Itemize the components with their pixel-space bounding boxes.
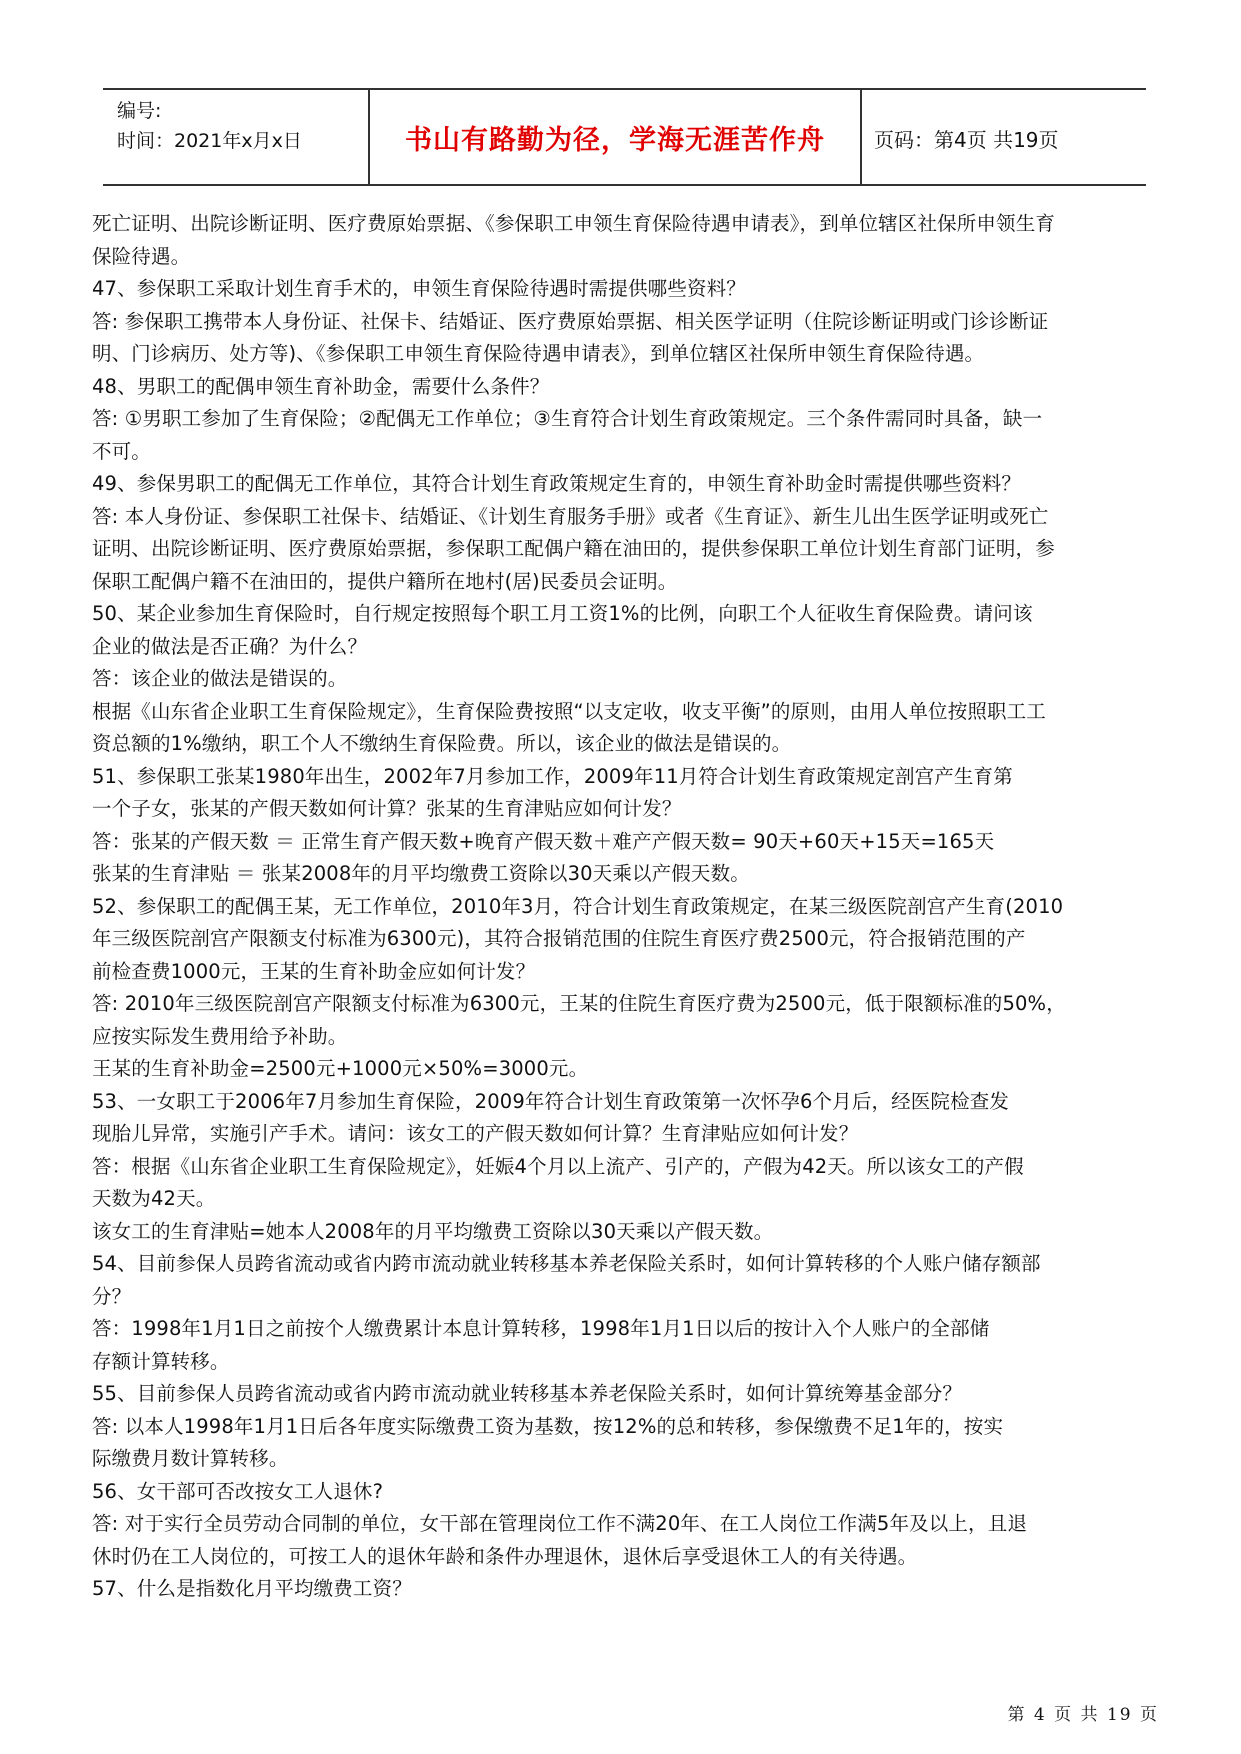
text-line: 答：1998年1月1日之前按个人缴费累计本息计算转移，1998年1月1日以后的按计入个人账户的全部储 — [92, 1317, 990, 1340]
text-line: 51、参保职工张某1980年出生，2002年7月参加工作，2009年11月符合计划生育政策规定剖宫产生育第 — [92, 764, 1013, 788]
motto-text: 书山有路勤为径，学海无涯苦作舟 — [405, 125, 825, 156]
text-line: 不可。 — [92, 439, 151, 463]
text-line: 企业的做法是否正确？为什么？ — [92, 634, 368, 658]
text-line: 答：张某的产假天数 ＝ 正常生育产假天数+晚育产假天数＋难产产假天数= 90天+60天+15天=165天 — [92, 829, 995, 853]
number-label: 编号: — [117, 100, 162, 122]
text-line: 证明、出院诊断证明、医疗费原始票据，参保职工配偶户籍在油田的，提供参保职工单位计划生育部门证明，参 — [92, 537, 1055, 560]
text-line: 54、目前参保人员跨省流动或省内跨市流动就业转移基本养老保险关系时，如何计算转移的个人账户储存额部 — [92, 1252, 1041, 1275]
text-line: 52、参保职工的配偶王某，无工作单位，2010年3月，符合计划生育政策规定，在某三级医院剖宫产生育(2010 — [92, 894, 1064, 918]
text-line: 49、参保男职工的配偶无工作单位，其符合计划生育政策规定生育的，申领生育补助金时需提供哪些资料？ — [92, 472, 1022, 495]
text-line: 答: 参保职工携带本人身份证、社保卡、结婚证、医疗费原始票据、相关医学证明（住院诊断证明或门诊诊断证 — [92, 309, 1049, 333]
text-line: 47、参保职工采取计划生育手术的，申领生育保险待遇时需提供哪些资料？ — [92, 277, 746, 300]
text-line: 答: 2010年三级医院剖宫产限额支付标准为6300元，王某的住院生育医疗费为2500元，低于限额标准的50%， — [92, 992, 1066, 1015]
page-header — [103, 88, 1146, 186]
text-line: 一个子女，张某的产假天数如何计算？张某的生育津贴应如何计发？ — [92, 797, 682, 820]
text-line: 休时仍在工人岗位的，可按工人的退休年龄和条件办理退休，退休后享受退休工人的有关待遇。 — [92, 1544, 918, 1568]
text-line: 保险待遇。 — [92, 244, 191, 268]
text-line: 56、女干部可否改按女工人退休? — [92, 1479, 384, 1503]
header-middle-cell — [368, 90, 862, 184]
page-code: 页码：第4页 共19页 — [874, 128, 1059, 152]
text-line: 应按实际发生费用给予补助。 — [92, 1024, 348, 1048]
text-line: 分？ — [92, 1284, 132, 1308]
text-line: 48、男职工的配偶申领生育补助金，需要什么条件？ — [92, 374, 550, 398]
text-line: 保职工配偶户籍不在油田的，提供户籍所在地村(居)民委员会证明。 — [92, 569, 678, 593]
text-line: 57、什么是指数化月平均缴费工资？ — [92, 1577, 412, 1600]
text-line: 前检查费1000元，王某的生育补助金应如何计发？ — [92, 959, 536, 983]
text-line: 答：该企业的做法是错误的。 — [92, 667, 348, 690]
header-left-cell — [103, 90, 368, 184]
header-right-cell — [860, 90, 1146, 184]
text-line: 现胎儿异常，实施引产手术。请问：该女工的产假天数如何计算？生育津贴应如何计发？ — [92, 1122, 859, 1145]
text-line: 年三级医院剖宫产限额支付标准为6300元)，其符合报销范围的住院生育医疗费2500元，符合报销范围的产 — [92, 927, 1026, 950]
text-line: 际缴费月数计算转移。 — [92, 1447, 289, 1470]
text-line: 53、一女职工于2006年7月参加生育保险，2009年符合计划生育政策第一次怀孕6个月后，经医院检查发 — [92, 1089, 1010, 1113]
time-label: 时间：2021年x月x日 — [117, 130, 302, 152]
text-line: 答：根据《山东省企业职工生育保险规定》，妊娠4个月以上流产、引产的，产假为42天。所以该女工的产假 — [92, 1154, 1024, 1178]
text-line: 死亡证明、出院诊断证明、医疗费原始票据、《参保职工申领生育保险待遇申请表》，到单位辖区社保所申领生育 — [92, 212, 1056, 235]
text-line: 天数为42天。 — [92, 1187, 216, 1210]
text-line: 答: 本人身份证、参保职工社保卡、结婚证、《计划生育服务手册》或者《生育证》、新生儿出生医学证明或死亡 — [92, 504, 1049, 528]
text-line: 50、某企业参加生育保险时，自行规定按照每个职工月工资1%的比例，向职工个人征收生育保险费。请问该 — [92, 602, 1033, 625]
text-line: 答: 对于实行全员劳动合同制的单位，女干部在管理岗位工作不满20年、在工人岗位工作满5年及以上，且退 — [92, 1512, 1027, 1535]
text-line: 张某的生育津贴 ＝ 张某2008年的月平均缴费工资除以30天乘以产假天数。 — [92, 862, 750, 885]
text-line: 55、目前参保人员跨省流动或省内跨市流动就业转移基本养老保险关系时，如何计算统筹基金部分？ — [92, 1382, 963, 1405]
text-line: 明、门诊病历、处方等)、《参保职工申领生育保险待遇申请表》，到单位辖区社保所申领生育保险待遇。 — [92, 342, 985, 365]
text-line: 王某的生育补助金=2500元+1000元×50%=3000元。 — [92, 1057, 589, 1080]
document-body — [92, 208, 1160, 1606]
text-line: 根据《山东省企业职工生育保险规定》，生育保险费按照“以支定收，收支平衡”的原则，由用人单位按照职工工 — [92, 699, 1046, 723]
text-line: 答: 以本人1998年1月1日后各年度实际缴费工资为基数，按12%的总和转移，参保缴费不足1年的，按实 — [92, 1414, 1004, 1438]
page-footer: 第 4 页 共 19 页 — [1007, 1705, 1159, 1725]
text-line: 资总额的1%缴纳，职工个人不缴纳生育保险费。所以，该企业的做法是错误的。 — [92, 732, 792, 755]
text-line: 存额计算转移。 — [92, 1349, 230, 1373]
text-line: 该女工的生育津贴=她本人2008年的月平均缴费工资除以30天乘以产假天数。 — [92, 1219, 774, 1243]
text-line: 答: ①男职工参加了生育保险；②配偶无工作单位；③生育符合计划生育政策规定。三个条件需同时具备，缺一 — [92, 407, 1043, 430]
